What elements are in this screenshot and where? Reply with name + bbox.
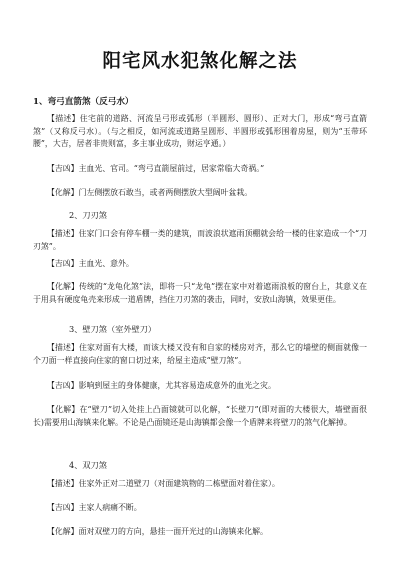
paragraph-2-fortune: 【吉凶】主血光、意外。 [47, 259, 134, 268]
paragraph-1-remedy: 【化解】门左侧摆放石敢当，或者两侧摆放大型阔叶盆栽。 [47, 188, 253, 197]
section-heading-2: 2、刀刃煞 [69, 210, 107, 220]
section-heading-1: 1、弯弓直箭煞（反弓水） [33, 97, 134, 107]
paragraph-3-fortune: 【吉凶】影响到屋主的身体健康，尤其容易造成意外的血光之灾。 [47, 381, 276, 390]
paragraph-4-description: 【描述】住家外正对二道壁刀（对面建筑物的二栋壁面对着住家）。 [47, 479, 280, 488]
page-title: 阳宅风水犯煞化解之法 [102, 51, 298, 72]
paragraph-2-remedy: 【化解】传统的“龙龟化煞”法，即将一只“龙龟”摆在家中对着遮雨浪板的窗台上，其意义在于用具有硬度龟壳来形成一道盾牌，挡住刀刃煞的袭击，同时，安放山海镇，效果更佳。 [33, 282, 367, 304]
paragraph-3-description: 【描述】住家对面有大楼，而该大楼又没有和自家的楼房对齐，那么它的墙壁的侧面就像一个刀面一样直接向住家的窗口切过来，给屋主造成“壁刀煞”。 [33, 343, 367, 365]
paragraph-4-remedy: 【化解】面对双壁刀的方向，悬挂一面开光过的山海镇来化解。 [47, 527, 268, 536]
paragraph-4-fortune: 【吉凶】主家人病痛不断。 [47, 503, 142, 512]
paragraph-2-description: 【描述】住家门口会有停车棚一类的建筑，而波浪状遮雨顶棚就会给一楼的住家造成一个“刀刃煞”。 [33, 229, 367, 251]
section-heading-3: 3、壁刀煞（室外壁刀） [69, 324, 157, 334]
section-heading-4: 4、双刀煞 [69, 460, 107, 470]
paragraph-3-remedy: 【化解】在“壁刀”切入处挂上凸面镜就可以化解，“长壁刀”(即对面的大楼很大，墙壁面很长)需要用山海镇来化解。不论是凸面镜还是山海镇都会像一个盾牌来将壁刀的煞气化解掉。 [33, 405, 367, 427]
paragraph-1-description: 【描述】住宅前的道路、河流呈弓形或弧形（半圆形、圆形）、正对大门，形成“弯弓直箭煞”（又称反弓水）。（与之相反，如河流或道路呈圆形、半圆形或弧形围着房屋，则为“玉带环腰”，大吉，居者非贵则富，多主事业成功，财运亨通。） [33, 114, 367, 149]
paragraph-1-fortune: 【吉凶】主血光、官司。“弯弓直箭屋前过，居家常临大奇祸。” [47, 164, 265, 173]
